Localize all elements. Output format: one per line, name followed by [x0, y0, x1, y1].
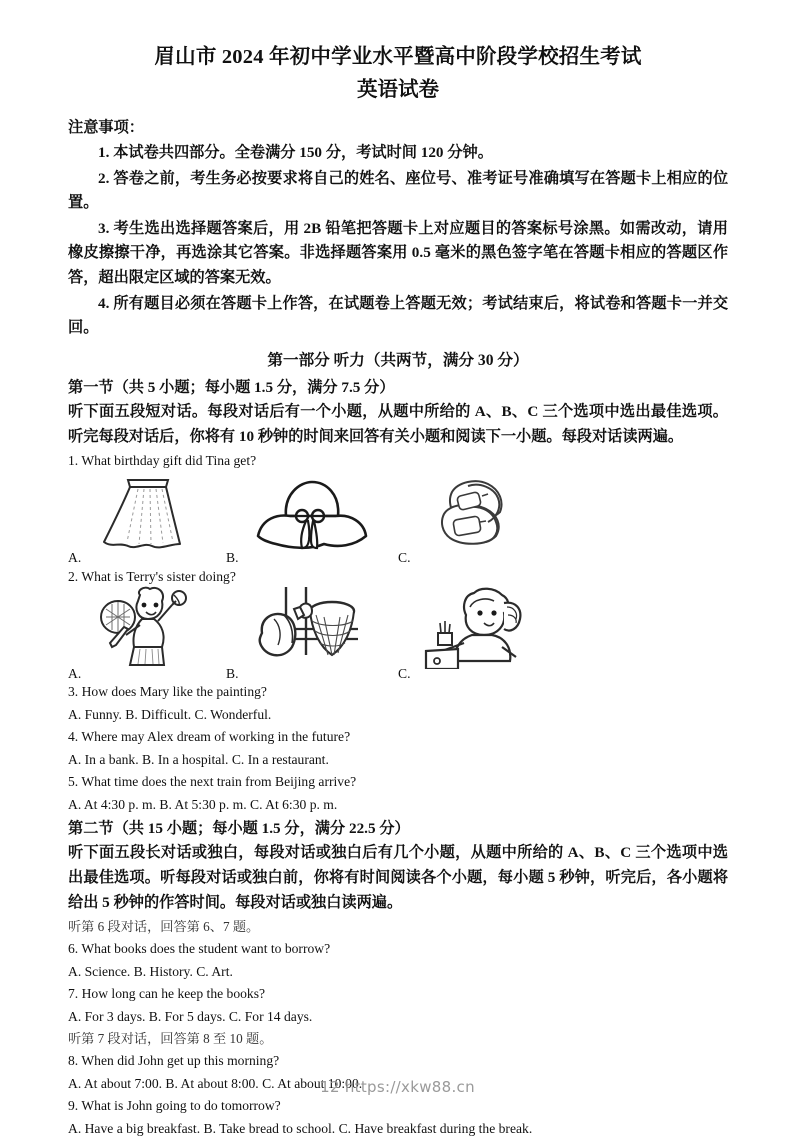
question-1-picture-options [68, 473, 728, 565]
notice-item-4: 4. 所有题目必须在答题卡上作答，在试题卷上答题无效；考试结束后，将试卷和答题卡一并交回。 [68, 294, 728, 337]
notice-item-2: 2. 答卷之前，考生务必按要求将自己的姓名、座位号、准考证号准确填写在答题卡上相应的位置。 [68, 169, 728, 212]
question-2-option-c-label: C. [398, 665, 411, 681]
question-7-text: 7. How long can he keep the books? [68, 986, 266, 1002]
question-6-options: A. Science. B. History. C. Art. [68, 963, 233, 979]
question-4-text: 4. Where may Alex dream of working in the future? [68, 729, 351, 745]
page-content [68, 44, 728, 1140]
footer-watermark: 12 https://xkw88.cn [320, 1078, 475, 1096]
page-title: 眉山市 2024 年初中学业水平暨高中阶段学校招生考试 [154, 46, 642, 68]
question-4-options: A. In a bank. B. In a hospital. C. In a restaurant. [68, 751, 329, 767]
question-2-option-b-label: B. [226, 665, 239, 681]
question-1-option-a[interactable] [68, 473, 218, 565]
section-two-head: 第二节（共 15 小题；每小题 1.5 分，满分 22.5 分） [68, 820, 410, 838]
question-1-option-b[interactable] [226, 473, 386, 565]
backpack-icon [422, 474, 534, 559]
girl-playing-tennis-icon [96, 585, 206, 674]
skirt-icon [94, 472, 202, 559]
sun-hat-icon [250, 474, 372, 559]
part-one-title: 第一部分 听力（共两节，满分 30 分） [267, 351, 529, 369]
listening-group-6-instruction: 听第 6 段对话，回答第 6、7 题。 [68, 919, 260, 935]
question-1-option-a-label: A. [68, 550, 82, 566]
section-one-head: 第一节（共 5 小题；每小题 1.5 分，满分 7.5 分） [68, 378, 395, 396]
notice-label: 注意事项： [68, 119, 144, 137]
notice-item-3: 3. 考生选出选择题答案后，用 2B 铅笔把答题卡上对应题目的答案标号涂黑。如需改动，请用橡皮擦擦干净，再选涂其它答案。非选择题答案用 0.5 毫米的黑色签字笔在答题卡相应的答题区作答，超出限定区域的答案无效。 [68, 219, 728, 287]
question-2-option-a-label: A. [68, 665, 82, 681]
question-9-text: 9. What is John going to do tomorrow? [68, 1098, 281, 1114]
question-7-options: A. For 3 days. B. For 5 days. C. For 14 days. [68, 1008, 313, 1024]
question-5-text: 5. What time does the next train from Beijing arrive? [68, 774, 357, 790]
question-3-text: 3. How does Mary like the painting? [68, 684, 267, 700]
question-8-options: A. At about 7:00. B. At about 8:00. C. At about 10:00. [68, 1075, 363, 1091]
question-1-option-c-label: C. [398, 550, 411, 566]
question-3-options: A. Funny. B. Difficult. C. Wonderful. [68, 706, 272, 722]
section-one-body: 听下面五段短对话。每段对话后有一个小题，从题中所给的 A、B、C 三个选项中选出最佳选项。听完每段对话后，你将有 10 秒钟的时间来回答有关小题和阅读下一小题。每段对话读两遍。 [68, 403, 728, 445]
listening-group-7-instruction: 听第 7 段对话，回答第 8 至 10 题。 [68, 1031, 273, 1047]
question-5-options: A. At 4:30 p. m. B. At 5:30 p. m. C. At 6:30 p. m. [68, 796, 338, 812]
question-8-text: 8. When did John get up this morning? [68, 1053, 280, 1069]
question-2-text: 2. What is Terry's sister doing? [68, 568, 236, 584]
question-2-option-c[interactable] [398, 588, 548, 680]
question-1-option-b-label: B. [226, 550, 239, 566]
question-2-picture-options [68, 588, 728, 680]
question-1-text: 1. What birthday gift did Tina get? [68, 453, 257, 469]
basketball-hoop-icon [254, 585, 366, 674]
question-9-options: A. Have a big breakfast. B. Take bread to school. C. Have breakfast during the break. [68, 1120, 533, 1136]
section-two-body: 听下面五段长对话或独白，每段对话或独白后有几个小题，从题中所给的 A、B、C 三个选项中选出最佳选项。听每段对话或独白前，你将有时间阅读各个小题，每小题 5 秒钟，听完后，各小题将给出 5 秒钟的作答时间。每段对话或独白读两遍。 [68, 844, 728, 911]
notice-item-1: 1. 本试卷共四部分。全卷满分 150 分，考试时间 120 分钟。 [98, 143, 493, 161]
question-1-option-c[interactable] [398, 473, 548, 565]
girl-painting-at-desk-icon [424, 585, 540, 674]
question-2-option-b[interactable] [226, 588, 386, 680]
question-6-text: 6. What books does the student want to borrow? [68, 941, 331, 957]
question-2-option-a[interactable] [68, 588, 218, 680]
page-subtitle: 英语试卷 [357, 78, 439, 101]
